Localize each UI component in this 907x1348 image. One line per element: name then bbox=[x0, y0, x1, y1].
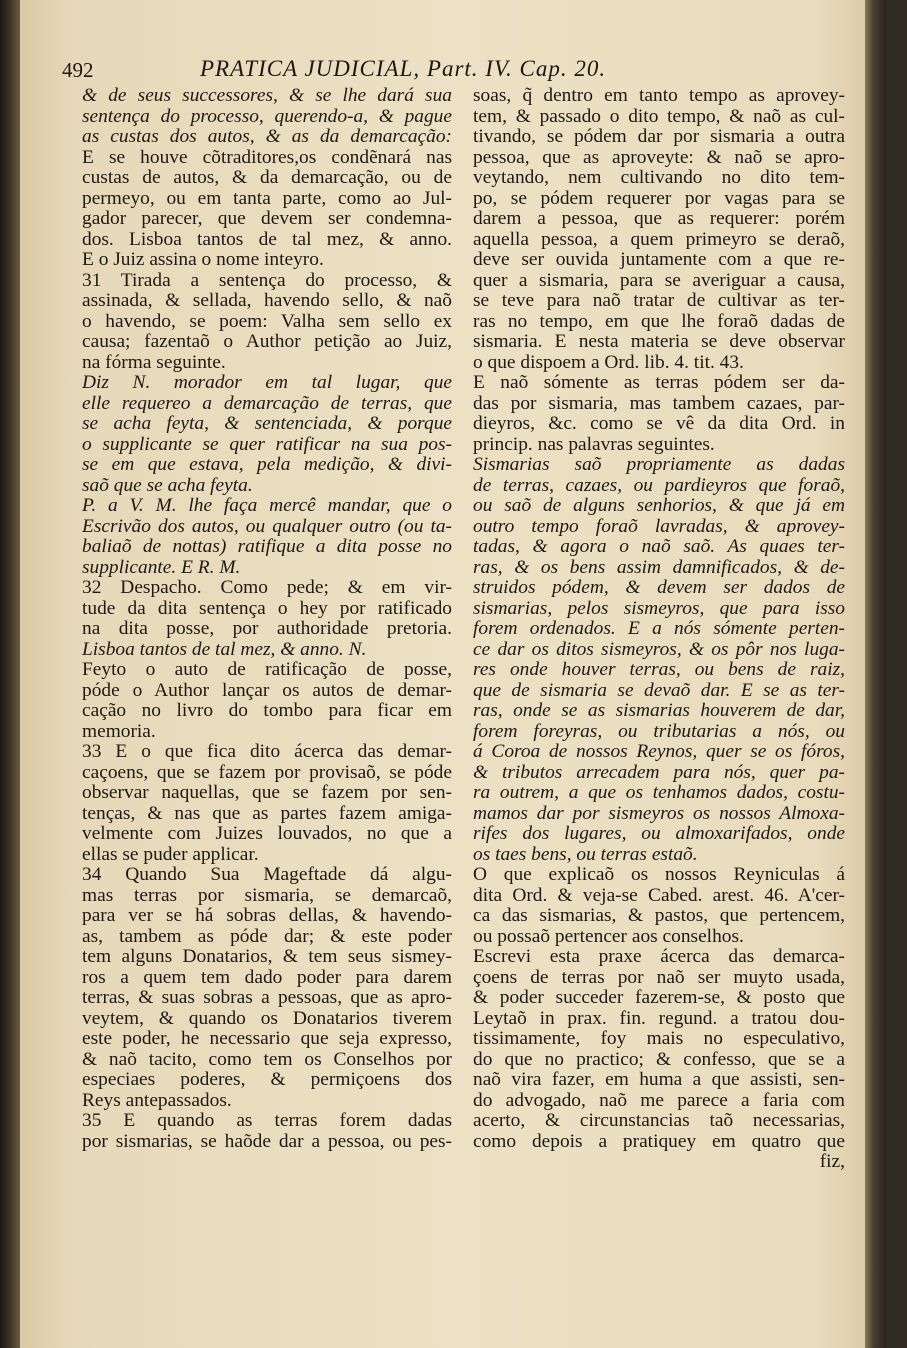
text-line: fiz, bbox=[819, 1152, 845, 1172]
text-line: & naõ tacito, como tem os Conselhos por bbox=[82, 1049, 452, 1070]
text-line: especiaes poderes, & permiçoens dos bbox=[82, 1070, 452, 1090]
text-line: supplicante. E R. M. bbox=[82, 557, 241, 578]
text-line: O que explicaõ os nossos Reyniculas á bbox=[473, 865, 845, 885]
text-line: forem ordenados. E a nós sómente perten- bbox=[473, 619, 845, 639]
text-line: ou possaõ pertencer aos conselhos. bbox=[473, 926, 744, 947]
text-line: as, tambem as póde dar; & este poder bbox=[82, 926, 452, 947]
text-line: E se houve cõtraditores,os condẽnará nas bbox=[82, 147, 452, 168]
text-line: Escrevi esta praxe ácerca das demarca- bbox=[473, 947, 845, 967]
text-line: tem, & passado o dito tempo, & naõ as cul- bbox=[473, 106, 845, 127]
text-line: pessoa, que as aproveyte: & naõ se apro- bbox=[473, 147, 845, 168]
text-line: dos. Lisboa tantos de tal mez, & anno. bbox=[82, 229, 452, 250]
text-line: o havendo, se poem: Valha sem sello ex bbox=[82, 311, 452, 332]
text-line: de terras, cazaes, ou pardieyros que foraõ, bbox=[473, 475, 845, 496]
text-line: terras, & suas sobras a pessoas, que as apro- bbox=[82, 988, 452, 1008]
text-line: & poder succeder fazerem-se, & posto que bbox=[473, 988, 845, 1008]
text-line: E naõ sómente as terras pódem ser da- bbox=[473, 373, 845, 393]
text-line: assinada, & sellada, havendo sello, & naõ bbox=[82, 291, 452, 311]
text-line: do advogado, naõ me parece a faria com bbox=[473, 1090, 845, 1111]
text-line: ros a quem tem dado poder para darem bbox=[82, 967, 452, 988]
text-line: P. a V. M. lhe faça mercê mandar, que o bbox=[82, 496, 452, 516]
text-line: memoria. bbox=[82, 721, 156, 742]
text-line: os taes bens, ou terras estaõ. bbox=[473, 844, 698, 865]
text-line: as custas dos autos, & as da demarcação: bbox=[82, 127, 452, 147]
text-line: das por sismaria, mas tambem cazaes, par- bbox=[473, 393, 845, 414]
text-line: sismaria. E nesta materia se deve observar bbox=[473, 332, 845, 352]
text-line: velmente com Juizes louvados, no que a bbox=[82, 824, 452, 844]
text-line: ras, onde se as sismarias houverem de dar, bbox=[473, 701, 845, 721]
text-line: dita Ord. & veja-se Cabed. arest. 46. A'cer- bbox=[473, 885, 845, 906]
text-line: Feyto o auto de ratificação de posse, bbox=[82, 660, 452, 680]
text-line: ca das sismarias, & pastos, que pertencem, bbox=[473, 906, 845, 926]
text-line: & de seus successores, & se lhe dará sua bbox=[82, 86, 452, 106]
text-line: res onde houver terras, ou bens de raiz, bbox=[473, 660, 845, 680]
text-line: 31 Tirada a sentença do processo, & bbox=[82, 270, 452, 291]
text-line: ce dar os ditos sismeyros, & os pôr nos luga- bbox=[473, 639, 845, 660]
text-line: ellas se puder applicar. bbox=[82, 844, 259, 865]
text-line: ras, & os bens assim damnificados, & de- bbox=[473, 557, 845, 578]
text-line: na fórma seguinte. bbox=[82, 352, 226, 373]
page-edge-shadow bbox=[865, 0, 886, 1348]
text-line: E o Juiz assina o nome inteyro. bbox=[82, 250, 324, 270]
text-line: cação no livro do tombo para ficar em bbox=[82, 701, 452, 721]
page-number: 492 bbox=[62, 58, 94, 82]
text-line: & tributos arrecadem para nós, quer pa- bbox=[473, 762, 845, 783]
text-line: rifes dos lugares, ou almoxarifados, onde bbox=[473, 824, 845, 844]
text-line: do que no practico; & confesso, que se a bbox=[473, 1049, 845, 1070]
text-line: ra outrem, a que os tenhamos dados, costu- bbox=[473, 783, 845, 803]
text-line: caçoens, que se fazem por provisaõ, se póde bbox=[82, 762, 452, 783]
text-line: gador parecer, que devem ser condemna- bbox=[82, 209, 452, 229]
text-line: struidos pódem, & devem ser dados de bbox=[473, 578, 845, 598]
text-line: veytem, & quando os Donatarios tiverem bbox=[82, 1008, 452, 1029]
running-title: PRATICA JUDICIAL, Part. IV. Cap. 20. bbox=[200, 56, 607, 81]
text-line: outro tempo foraõ lavradas, & aprovey- bbox=[473, 516, 845, 537]
text-line: como depois a pratiquey em quatro que bbox=[473, 1131, 845, 1152]
text-line: 35 E quando as terras forem dadas bbox=[82, 1111, 452, 1131]
text-line: Reys antepassados. bbox=[82, 1090, 232, 1111]
text-line: ras no tempo, em que lhe foraõ dadas de bbox=[473, 311, 845, 332]
text-line: mas terras por sismaria, se demarcaõ, bbox=[82, 885, 452, 906]
text-line: na dita posse, por authoridade pretoria. bbox=[82, 619, 452, 639]
text-line: Sismarias saõ propriamente as dadas bbox=[473, 455, 845, 475]
text-line: aquella pessoa, a quem primeyro se deraõ, bbox=[473, 229, 845, 250]
text-line: custas de autos, & da demarcação, ou de bbox=[82, 168, 452, 188]
book-binding-shadow bbox=[0, 0, 20, 1348]
text-line: sentença do processo, querendo-a, & pague bbox=[82, 106, 452, 127]
text-line: çoens de terras por naõ ser muyto usada, bbox=[473, 967, 845, 988]
left-text-column bbox=[82, 86, 452, 1152]
text-line: baliaõ de nottas) ratifique a dita posse no bbox=[82, 537, 452, 557]
text-line: Escrivão dos autos, ou qualquer outro (ou ta- bbox=[82, 516, 452, 537]
text-line: veytando, nem cultivando no dito tem- bbox=[473, 168, 845, 188]
text-line: princip. nas palavras seguintes. bbox=[473, 434, 715, 455]
right-text-column bbox=[473, 86, 845, 1173]
text-line: que de sismaria se devaõ dar. E se as ter- bbox=[473, 680, 845, 701]
text-line: observar naquellas, que se fazem por sen- bbox=[82, 783, 452, 803]
text-line: causa; fazentaõ o Author petição ao Juiz, bbox=[82, 332, 452, 352]
page-header bbox=[62, 56, 702, 86]
text-line: darem a pessoa, que as requerer: porém bbox=[473, 209, 845, 229]
text-line: tadas, & agora o naõ saõ. As quaes ter- bbox=[473, 537, 845, 557]
text-line: deve ser ouvida juntamente com a que re- bbox=[473, 250, 845, 270]
text-line: naõ vira fazer, em huma a que assisti, sen- bbox=[473, 1070, 845, 1090]
text-line: ou saõ de alguns senhorios, & que já em bbox=[473, 496, 845, 516]
text-line: tem alguns Donatarios, & tem seus sismey- bbox=[82, 947, 452, 967]
text-line: este poder, he necessario que seja expresso, bbox=[82, 1029, 452, 1049]
text-line: 32 Despacho. Como pede; & em vir- bbox=[82, 578, 452, 598]
text-line: Leytaõ in prax. fin. regund. a tratou dou- bbox=[473, 1008, 845, 1029]
text-line: para ver se há sobras dellas, & havendo- bbox=[82, 906, 452, 926]
text-line: Diz N. morador em tal lugar, que bbox=[82, 373, 452, 393]
text-line: saõ que se acha feyta. bbox=[82, 475, 253, 496]
text-line: quer a sismaria, para se averiguar a causa, bbox=[473, 270, 845, 291]
text-line: se acha feyta, & sentenciada, & porque bbox=[82, 414, 452, 434]
text-line: soas, q̃ dentro em tanto tempo as aprovey- bbox=[473, 86, 845, 106]
text-line: tissimamente, foy mais no especulativo, bbox=[473, 1029, 845, 1049]
text-line: tude da dita sentença o hey por ratificado bbox=[82, 598, 452, 619]
text-line: dieyros, &c. como se vê da dita Ord. in bbox=[473, 414, 845, 434]
text-line: elle requereo a demarcação de terras, que bbox=[82, 393, 452, 414]
text-line: permeyo, ou em tanta parte, como ao Jul- bbox=[82, 188, 452, 209]
text-line: tivando, se pódem dar por sismaria a outra bbox=[473, 127, 845, 147]
text-line: por sismarias, se haõde dar a pessoa, ou pes- bbox=[82, 1131, 452, 1152]
text-line: se teve para naõ tratar de cultivar as ter- bbox=[473, 291, 845, 311]
text-line: tenças, & nas que as partes fazem amiga- bbox=[82, 803, 452, 824]
text-line: mamos dar por sismeyros os nossos Almoxa- bbox=[473, 803, 845, 824]
text-line: o que dispoem a Ord. lib. 4. tit. 43. bbox=[473, 352, 744, 373]
text-line: á Coroa de nossos Reynos, quer se os fóros, bbox=[473, 742, 845, 762]
text-line: acerto, & circunstancias taõ necessarias, bbox=[473, 1111, 845, 1131]
text-line: forem foreyras, ou tributarias a nós, ou bbox=[473, 721, 845, 742]
text-line: 34 Quando Sua Mageftade dá algu- bbox=[82, 865, 452, 885]
text-line: póde o Author lançar os autos de demar- bbox=[82, 680, 452, 701]
text-line: Lisboa tantos de tal mez, & anno. N. bbox=[82, 639, 367, 660]
text-line: po, se pódem requerer por vagas para se bbox=[473, 188, 845, 209]
text-line: se em que estava, pela medição, & divi- bbox=[82, 455, 452, 475]
text-line: 33 E o que fica dito ácerca das demar- bbox=[82, 742, 452, 762]
text-line: o supplicante se quer ratificar na sua pos- bbox=[82, 434, 452, 455]
text-line: sismarias, pelos sismeyros, que para isso bbox=[473, 598, 845, 619]
